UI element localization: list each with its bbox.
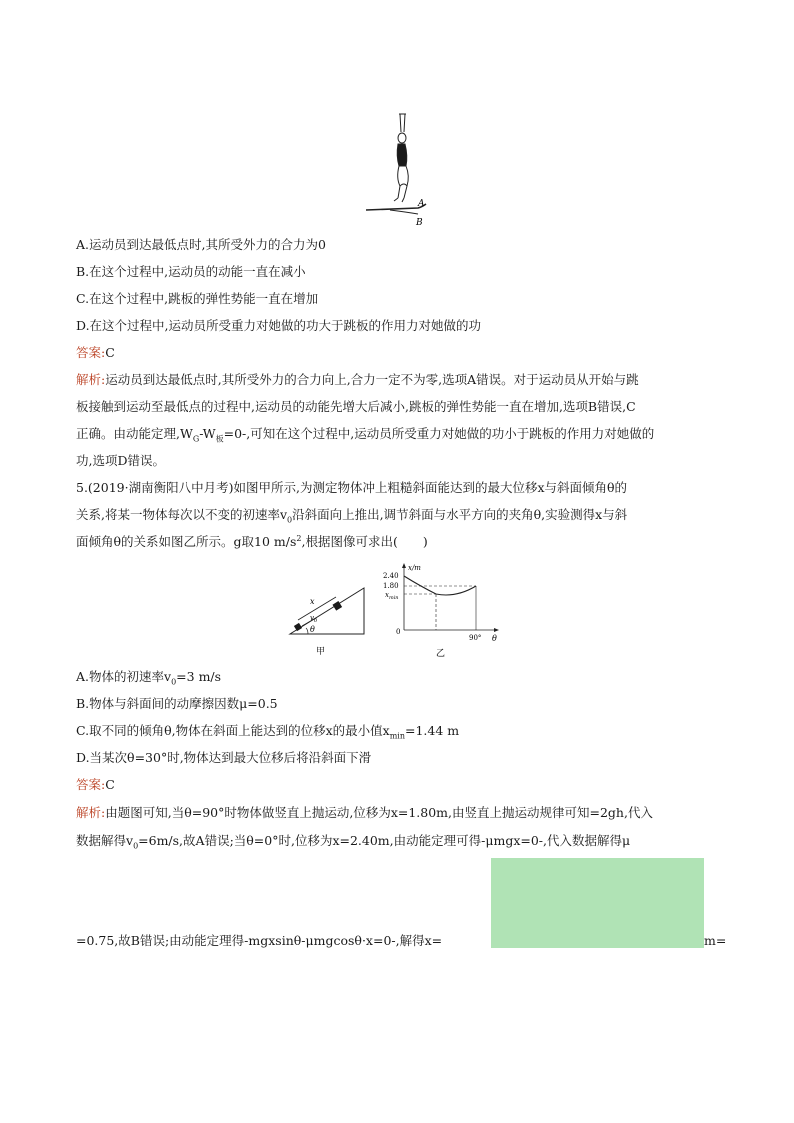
subscript: 0	[287, 515, 293, 525]
option-text: A.物体的初速率v	[76, 669, 172, 684]
formula-placeholder-block	[491, 858, 704, 948]
springboard-a	[366, 204, 426, 210]
q5-analysis-line-3: =0.75,故B错误;由动能定理得-mgxsinθ-μmgcosθ·x=0-,解得x=	[76, 933, 443, 948]
q5-answer	[76, 776, 115, 794]
answer-value: C	[105, 345, 115, 360]
diver-illustration	[394, 114, 408, 202]
analysis-label: 解析:	[76, 805, 106, 820]
y-axis-arrow	[402, 563, 406, 568]
label-b: B	[416, 218, 423, 228]
option-text: =3 m/s	[176, 669, 222, 684]
subscript: 板	[215, 434, 224, 444]
analysis-text: 数据解得v	[76, 833, 134, 848]
stem-text: 面倾角θ的关系如图乙所示。g取10 m/s	[76, 534, 297, 549]
superscript: 2	[296, 533, 302, 543]
answer-label: 答案:	[76, 345, 106, 360]
subscript: min	[389, 731, 405, 741]
q5-analysis-line-2	[76, 832, 630, 850]
tick-180: 1.80	[383, 582, 399, 590]
analysis-text: -W	[199, 426, 216, 441]
tick-xmin: $x_{min}$	[385, 591, 399, 601]
q4-answer	[76, 344, 115, 362]
stem-text: ,根据图像可求出( )	[301, 534, 428, 549]
analysis-label: 解析:	[76, 372, 106, 387]
q5-stem-line-2	[76, 506, 627, 524]
q4-option-d: D.在这个过程中,运动员所受重力对她做的功大于跳板的作用力对她做的功	[76, 318, 482, 333]
analysis-text: =0-,可知在这个过程中,运动员所受重力对她做的功小于跳板的作用力对她做的	[223, 426, 655, 441]
figure-jia-incline	[286, 580, 368, 658]
q4-option-a: A.运动员到达最低点时,其所受外力的合力为0	[76, 237, 326, 252]
subscript: 0	[171, 677, 177, 687]
q4-analysis-line-2: 板接触到运动至最低点的过程中,运动员的动能先增大后减小,跳板的弹性势能一直在增加,选项B错误,C	[76, 399, 636, 414]
answer-label: 答案:	[76, 777, 106, 792]
label-x: x	[310, 597, 315, 606]
label-v0: $v_0$	[310, 614, 318, 624]
y-axis-label: x/m	[408, 564, 421, 572]
stem-text: 沿斜面向上推出,调节斜面与水平方向的夹角θ,实验测得x与斜	[292, 507, 628, 522]
stem-text: 关系,将某一物体每次以不变的初速率v	[76, 507, 288, 522]
q4-analysis-line-4: 功,选项D错误。	[76, 453, 165, 468]
analysis-text: 正确。由动能定理,W	[76, 426, 193, 441]
q4-option-b: B.在这个过程中,运动员的动能一直在减小	[76, 264, 306, 279]
springboard-b	[390, 210, 418, 214]
q5-analysis-line-1	[76, 804, 653, 822]
q4-option-c: C.在这个过程中,跳板的弹性势能一直在增加	[76, 291, 319, 306]
analysis-text: =6m/s,故A错误;当θ=0°时,位移为x=2.40m,由动能定理可得-μmgx=0-,代入数据解得μ	[138, 833, 631, 848]
x-axis-arrow	[494, 628, 499, 632]
q5-stem-line-1: 5.(2019·湖南衡阳八中月考)如图甲所示,为测定物体冲上粗糙斜面能达到的最大位移x与斜面倾角θ的	[76, 480, 628, 495]
caption-jia: 甲	[316, 647, 326, 657]
q5-option-c	[76, 722, 459, 740]
analysis-text: 运动员到达最低点时,其所受外力的合力向上,合力一定不为零,选项A错误。对于运动员从开始与跳	[105, 372, 639, 387]
q5-option-d: D.当某次θ=30°时,物体达到最大位移后将沿斜面下滑	[76, 750, 372, 765]
option-text: C.取不同的倾角θ,物体在斜面上能达到的位移x的最小值x	[76, 723, 390, 738]
analysis-text: 由题图可知,当θ=90°时物体做竖直上抛运动,位移为x=1.80m,由竖直上抛运动规律可知=2gh,代入	[105, 805, 653, 820]
x-axis-label: θ	[492, 634, 497, 643]
q4-analysis-line-1	[76, 371, 639, 389]
subscript: 0	[133, 841, 139, 851]
label-a: A	[418, 199, 425, 209]
subscript: G	[192, 434, 200, 444]
answer-value: C	[105, 777, 115, 792]
caption-yi: 乙	[436, 649, 446, 659]
curve-x-vs-theta	[404, 576, 476, 595]
q5-option-a	[76, 668, 221, 686]
diver-figure	[360, 112, 440, 230]
option-text: =1.44 m	[405, 723, 460, 738]
q5-stem-line-3	[76, 533, 428, 551]
tick-240: 2.40	[383, 572, 399, 580]
tick-90: 90°	[469, 634, 482, 642]
q5-option-b: B.物体与斜面间的动摩擦因数μ=0.5	[76, 696, 278, 711]
origin-label: 0	[396, 628, 401, 636]
q5-analysis-line-3-tail: m=	[704, 933, 727, 948]
q4-analysis-line-3	[76, 425, 654, 443]
figure-yi-graph	[380, 560, 504, 660]
label-theta: θ	[310, 625, 315, 634]
